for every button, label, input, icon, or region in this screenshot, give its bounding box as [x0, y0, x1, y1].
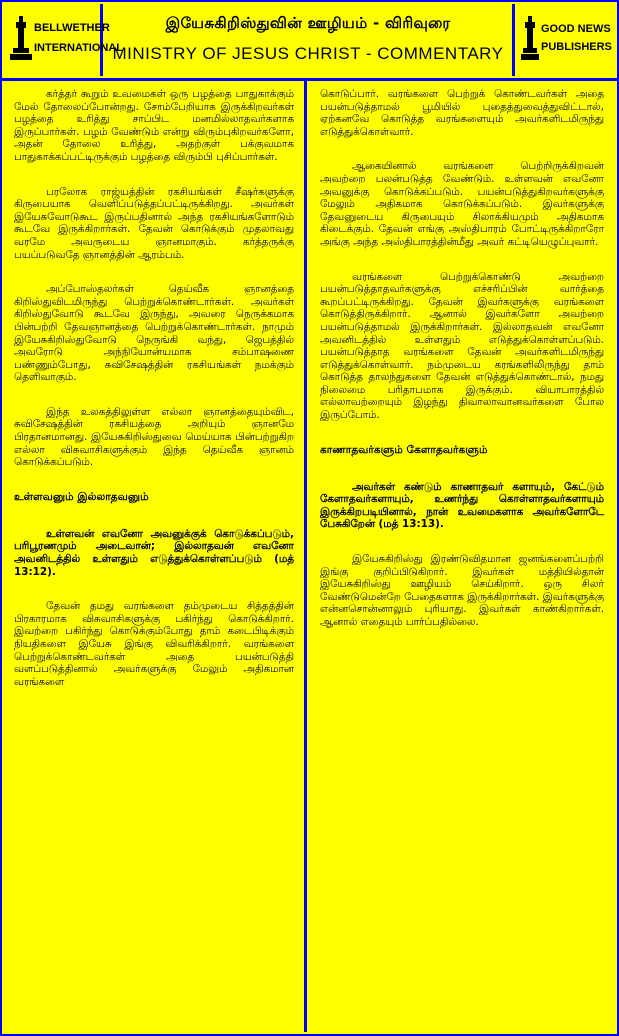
left-logo-line2: INTERNATIONAL [34, 42, 124, 54]
paragraph: அப்போஸ்தலர்கள் தெய்வீக ஞானத்தை கிறிஸ்துவிடமிருந்து பெற்றுக்கொண்டார்கள். அவர்கள் கிறிஸ்துவோடு கூடவே இருந்து, அவரை நெருக்கமாக பின்பற்றி தேவஞானத்தை பெற்றுக்கொண்டார்கள். நாமும் இயேசுகிறிஸ்துவோடு நெருங்கி வந்து, ஜெபத்தில் அவரோடு அந்நியோன்யமாக சம்பாஷணை பண்ணும்போது, சுவிசேஷத்தின் ரகசியங்கள் நமக்கும் தெளிவாகும். [14, 283, 294, 384]
paragraph: கொடுப்பார். வரங்களை பெற்றுக் கொண்டவர்கள் அதை பயன்படுத்தாமல் பூமியில் புதைத்துவைத்துவிட்டால், ஏற்கனவே கொடுத்த வரங்களையும் அவர்களிடமிருந்து எடுத்துக்கொள்வார். [320, 88, 604, 138]
header-title [106, 6, 510, 72]
right-logo-line1: GOOD NEWS [541, 23, 611, 35]
column-divider [304, 80, 307, 1032]
paragraph: ஆகையினால் வரங்களை பெற்றிருக்கிறவன் அவற்றை பலன்படுத்த வேண்டும். உள்ளவன் எவனோ அவனுக்கு கொடுக்கப்படும். பயன்படுத்துகிறவர்களுக்கு மேலும் அதிகமாக கொடுக்கப்படும். இவர்களுக்கு தேவனுடைய கிருபையும் சிலாக்கியமும் அதிகமாக கிடைக்கும். தேவன் எங்கு அஸ்திபாரம் போட்டிருக்கிறாரோ அங்கு அந்த அஸ்திபாரத்தின்மீது அவர் கட்டியெழுப்புவார். [320, 160, 604, 248]
paragraph: பரலோக ராஜ்யத்தின் ரகசியங்கள் சீஷர்களுக்கு கிருபையாக வெளிப்படுத்தப்பட்டிருக்கிறது. அவர்கள் இயேசுவோடுகூட இருப்பதினால் அந்த ரகசியங்களோடும் கூடவே இருக்கிறார்கள். தேவன் கொடுக்கும் முதலாவது வரமே அவருடைய ஞானமாகும். கர்த்தருக்கு பயப்படுவதே ஞானத்தின் ஆரம்பம். [14, 185, 294, 261]
left-logo-line1: BELLWETHER [34, 22, 110, 34]
section-heading: உள்ளவனும் இல்லாதவனும் [14, 490, 149, 503]
right-logo-line2: PUBLISHERS [541, 41, 612, 53]
section-heading: காணாதவர்களும் கேளாதவர்களும் [320, 443, 488, 456]
title-tamil: இயேசுகிறிஸ்துவின் ஊழியம் - விரிவுரை [165, 14, 451, 32]
right-column [312, 82, 612, 1028]
paragraph: வரங்களை பெற்றுக்கொண்டு அவற்றை பயன்படுத்தாதவர்களுக்கு எச்சரிப்பின் வார்த்தை கூறப்பட்டிருக்கிறது. தேவன் இவர்களுக்கு வரங்களை கொடுத்திருக்கிறார். ஆனால் இவர்களோ அவற்றை பயன்படுத்தாமல் இருக்கிறார்கள். இல்லாதவன் எவனோ அவனிடத்தில் உள்ளதும் எடுத்துக்கொள்ளப்படும். பயன்படுத்தாத வரங்களை தேவன் அவர்களிடமிருந்து எடுத்துக்கொள்வார். நம்முடைய கரங்களிலிருந்து தாம் கொடுத்த தாலந்துகளை தேவன் எடுத்துக்கொண்டால், நமது நிலைமை பரிதாபமாக இருக்கும். வியாபாரத்தில் எல்லாவற்றையும் இழந்து திவாலாவானவர்களை போல இருப்போம். [320, 270, 604, 422]
lamp-icon [521, 16, 539, 62]
bellwether-logo [4, 4, 124, 76]
paragraph: இந்த உலகத்திலுள்ள எல்லா ஞானத்தையும்விட, சுவிசேஷத்தின் ரகசியத்தை அறியும் ஞானமே பிரதானமானது. இயேசுகிறிஸ்துவை மெய்யாக பின்பற்றுகிற எல்லா விசுவாசிகளுக்கும் இந்த தெய்வீக ஞானம் கொடுக்கப்படும். [14, 405, 294, 469]
scripture-quote: அவர்கள் கண்டும் காணாதவர் களாயும், கேட்டும் கேளாதவர்களாயும், உணர்ந்து கொள்ளாதவர்களாயும் இருக்கிறபடியினால், நான் உவமைகளாக அவர்களோடே பேசுகிறேன் (மத் 13:13). [320, 480, 604, 531]
good-news-logo [512, 4, 615, 76]
paragraph: தேவன் தமது வரங்களை தம்முடைய சித்தத்தின் பிரகாரமாக விசுவாசிகளுக்கு பகிர்ந்து கொடுக்கிறார். இவற்றை பகிர்ந்து கொடுக்கும்போது தாம் கடைபிடிக்கும் நியதிகளை இயேசு இங்கு விவரிக்கிறார். வரங்களை பெற்றுக்கொண்டவர்கள் அதை பயன்படுத்தி வளப்படுத்தினால் அவர்களுக்கு மேலும் அதிகமான வரங்களை [14, 600, 294, 688]
scripture-quote: உள்ளவன் எவனோ அவனுக்குக் கொடுக்கப்படும், பரிபூரணமும் அடைவான்; இல்லாதவன் எவனோ அவனிடத்தில் உள்ளதும் எடுத்துக்கொள்ளப்படும் (மத் 13:12). [14, 527, 294, 578]
title-english: MINISTRY OF JESUS CHRIST - COMMENTARY [112, 44, 504, 63]
paragraph: கர்த்தர் கூறும் உவமைகள் ஒரு பழத்தை பாதுகாக்கும் மேல் தோலைப்போன்றது. சோம்பேறியாக இருக்கிறவர்கள் பழத்தை உரித்து சாப்பிட மனமில்லாதவர்களாக இருப்பார்கள். பழம் வேண்டும் என்று விரும்புகிறவர்களோ, அதன் தோலை உரித்து, அதற்குள் பக்குவமாக பாதுகாக்கப்பட்டிருக்கும் பழத்தை விரும்பி புசிப்பார்கள். [14, 88, 294, 163]
paragraph: இயேசுகிறிஸ்து இரண்டுவிதமான ஜனங்களைப்பற்றி இங்கு குறிப்பிடுகிறார். இவர்கள் மத்தியில்தான் இயேசுகிறிஸ்து ஊழியம் செய்கிறார். ஒரு சிலர் வேண்டுமென்றே பேதைகளாக இருக்கிறார்கள். இவர்களுக்கு என்னசொன்னாலும் புரியாது. இவர்கள் காண்கிறார்கள். ஆனால் எதையும் பார்ப்பதில்லை. [320, 553, 605, 628]
page-header [2, 2, 617, 81]
left-column [6, 82, 302, 1028]
lamp-icon [10, 16, 32, 62]
